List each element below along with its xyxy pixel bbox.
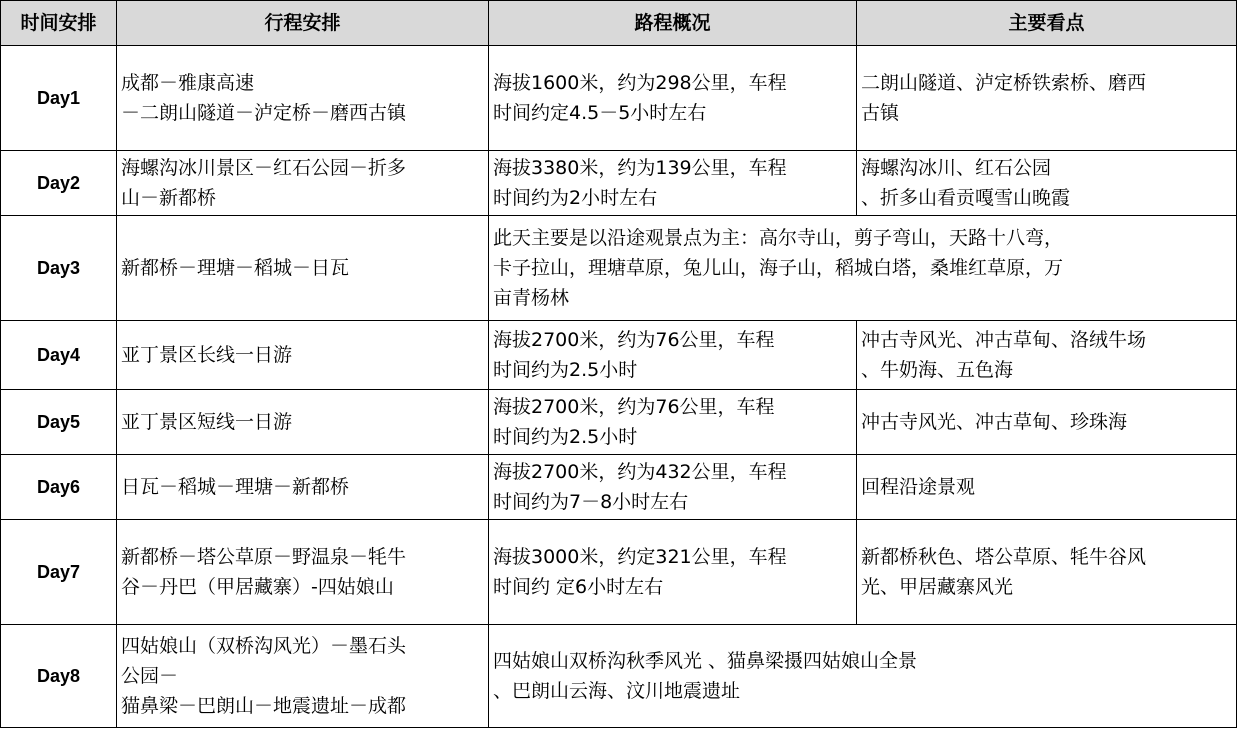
table-row-day1 (1, 46, 1237, 151)
highlights-cell[interactable] (857, 390, 1237, 455)
highlights-text: 回程沿途景观 (861, 476, 976, 498)
route-cell[interactable] (489, 321, 857, 390)
header-time[interactable]: 时间安排 (1, 1, 117, 46)
header-route[interactable]: 路程概况 (489, 1, 857, 46)
highlights-text: 冲古寺风光、冲古草甸、洛绒牛场 、牛奶海、五色海 (861, 329, 1147, 381)
itinerary-text: 新都桥－塔公草原－野温泉－牦牛 谷－丹巴（甲居藏寨）-四姑娘山 (121, 546, 407, 598)
route-text: 海拔1600米，约为298公里，车程 时间约定4.5－5小时左右 (493, 72, 787, 124)
itinerary-text: 四姑娘山（双桥沟风光）－墨石头 公园－ 猫鼻梁－巴朗山－地震遗址－成都 (121, 635, 407, 717)
highlights-cell[interactable] (857, 520, 1237, 625)
day-cell[interactable]: Day6 (1, 455, 117, 520)
route-cell[interactable] (489, 455, 857, 520)
header-highlights[interactable]: 主要看点 (857, 1, 1237, 46)
itinerary-text: 新都桥－理塘－稻城－日瓦 (121, 257, 350, 279)
header-itinerary[interactable]: 行程安排 (117, 1, 489, 46)
merged-text: 四姑娘山双桥沟秋季风光 、猫鼻梁摄四姑娘山全景 、巴朗山云海、汶川地震遗址 (493, 650, 918, 702)
itinerary-text: 海螺沟冰川景区－红石公园－折多 山－新都桥 (121, 157, 407, 209)
itinerary-text: 亚丁景区长线一日游 (121, 344, 293, 366)
highlights-cell[interactable] (857, 151, 1237, 216)
route-cell[interactable] (489, 46, 857, 151)
day-cell[interactable]: Day2 (1, 151, 117, 216)
highlights-text: 新都桥秋色、塔公草原、牦牛谷风 光、甲居藏寨风光 (861, 546, 1147, 598)
route-text: 海拔3000米，约定321公里，车程 时间约 定6小时左右 (493, 546, 787, 598)
merged-cell[interactable] (489, 216, 1237, 321)
itinerary-cell[interactable] (117, 455, 489, 520)
itinerary-cell[interactable] (117, 46, 489, 151)
itinerary-cell[interactable] (117, 321, 489, 390)
route-cell[interactable] (489, 151, 857, 216)
itinerary-cell[interactable] (117, 625, 489, 728)
highlights-cell[interactable] (857, 46, 1237, 151)
day-cell[interactable]: Day3 (1, 216, 117, 321)
itinerary-cell[interactable] (117, 390, 489, 455)
header-row (1, 1, 1237, 46)
day-cell[interactable]: Day5 (1, 390, 117, 455)
route-text: 海拔2700米，约为76公里，车程 时间约为2.5小时 (493, 396, 775, 448)
route-text: 海拔2700米，约为432公里，车程 时间约为7－8小时左右 (493, 461, 787, 513)
table-row-day7 (1, 520, 1237, 625)
day-cell[interactable]: Day8 (1, 625, 117, 728)
itinerary-cell[interactable] (117, 520, 489, 625)
itinerary-text: 日瓦－稻城－理塘－新都桥 (121, 476, 350, 498)
itinerary-text: 成都－雅康高速 －二朗山隧道－泸定桥－磨西古镇 (121, 72, 407, 124)
highlights-cell[interactable] (857, 455, 1237, 520)
itinerary-text: 亚丁景区短线一日游 (121, 411, 293, 433)
table-row-day3 (1, 216, 1237, 321)
highlights-text: 冲古寺风光、冲古草甸、珍珠海 (861, 411, 1128, 433)
table-row-day8 (1, 625, 1237, 728)
route-cell[interactable] (489, 390, 857, 455)
highlights-cell[interactable] (857, 321, 1237, 390)
highlights-text: 海螺沟冰川、红石公园 、折多山看贡嘎雪山晚霞 (861, 157, 1071, 209)
route-cell[interactable] (489, 520, 857, 625)
day-cell[interactable]: Day7 (1, 520, 117, 625)
merged-text: 此天主要是以沿途观景点为主：高尔寺山，剪子弯山，天路十八弯， 卡子拉山，理塘草原，兔儿山，海子山，稻城白塔，桑堆红草原，万 亩青杨林 (493, 227, 1064, 309)
day-cell[interactable]: Day1 (1, 46, 117, 151)
itinerary-cell[interactable] (117, 216, 489, 321)
table-row-day5 (1, 390, 1237, 455)
day-cell[interactable]: Day4 (1, 321, 117, 390)
merged-cell[interactable] (489, 625, 1237, 728)
table-row-day4 (1, 321, 1237, 390)
route-text: 海拔2700米，约为76公里，车程 时间约为2.5小时 (493, 329, 775, 381)
itinerary-cell[interactable] (117, 151, 489, 216)
table-row-day6 (1, 455, 1237, 520)
table-row-day2 (1, 151, 1237, 216)
route-text: 海拔3380米，约为139公里，车程 时间约为2小时左右 (493, 157, 787, 209)
highlights-text: 二朗山隧道、泸定桥铁索桥、磨西 古镇 (861, 72, 1147, 124)
